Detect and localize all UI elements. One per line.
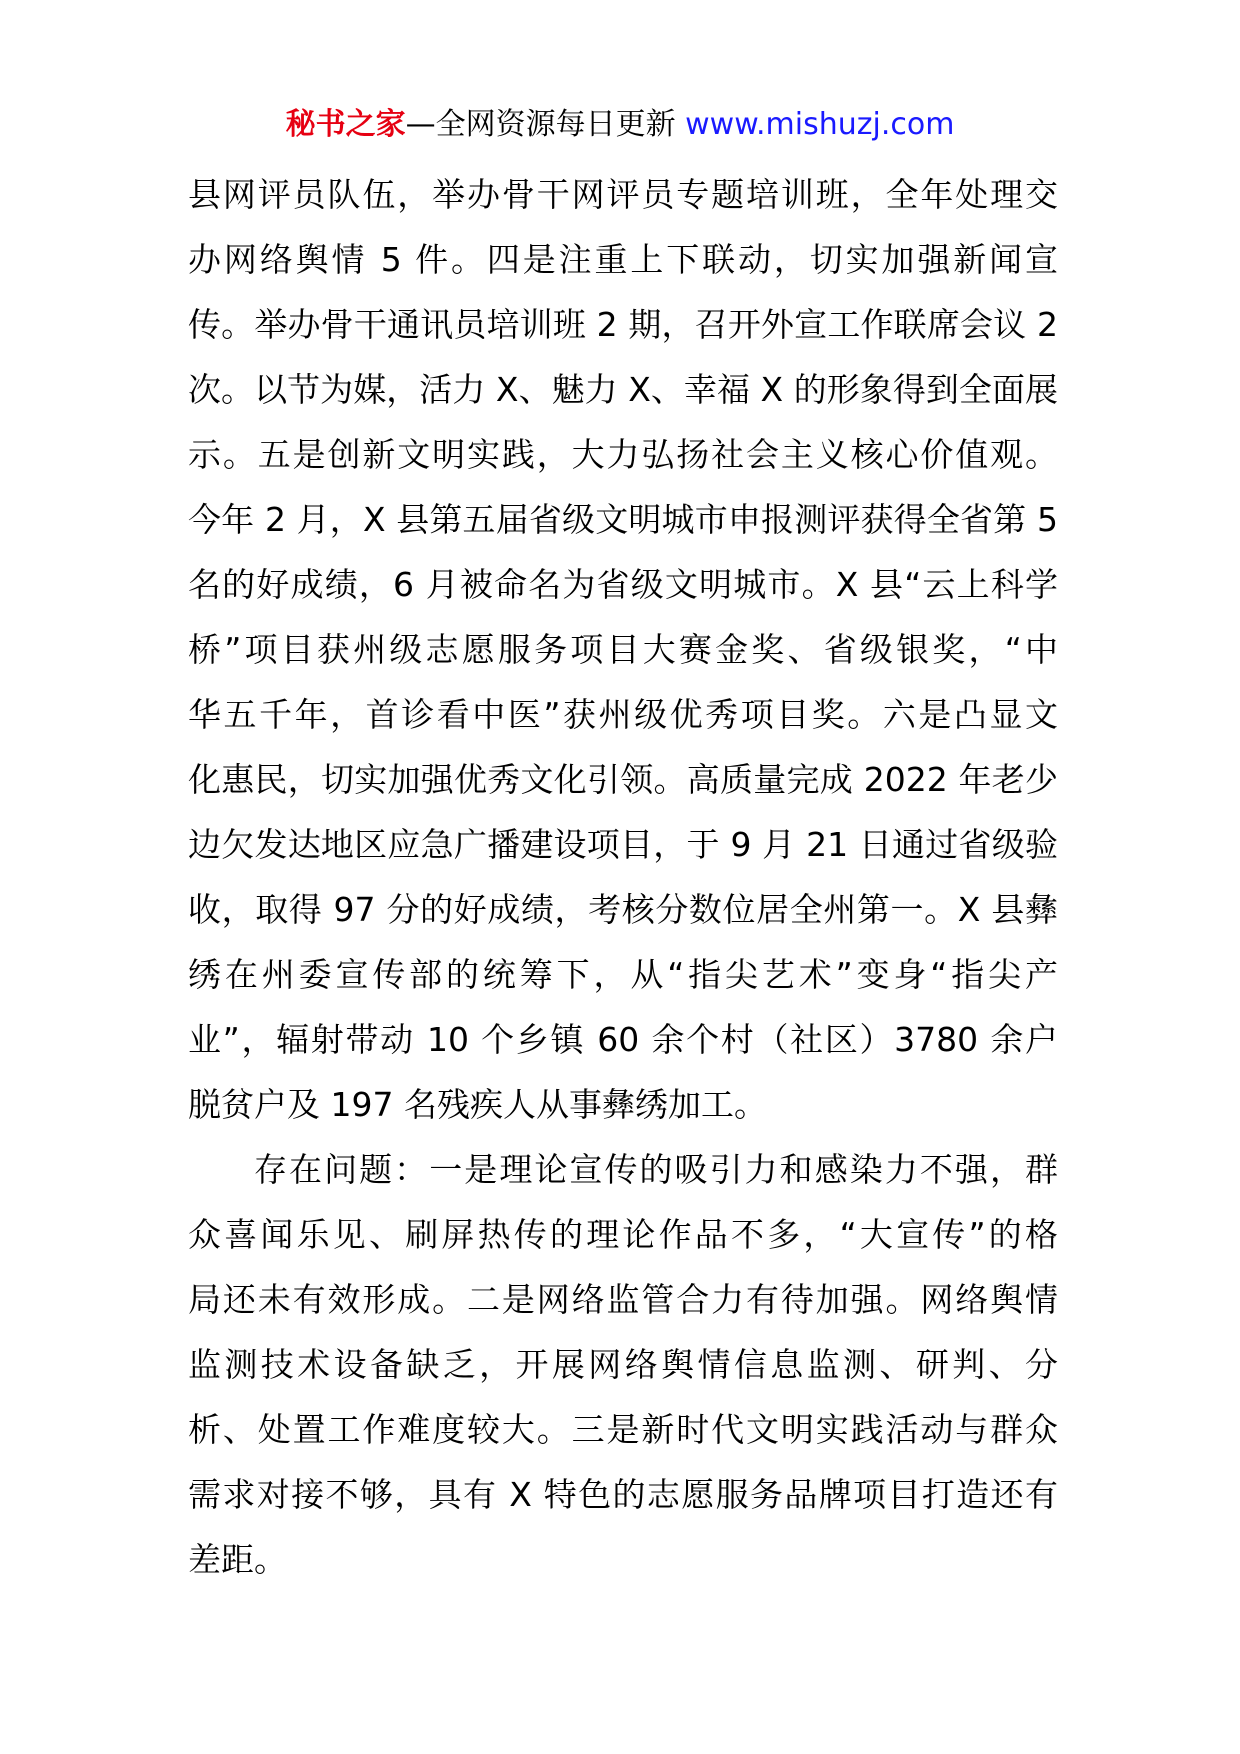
page-header xyxy=(0,100,1240,150)
text-line: 化惠民，切实加强优秀文化引领。高质量完成 2022 年老少 xyxy=(188,760,1058,799)
text-line: 析、处置工作难度较大。三是新时代文明实践活动与群众 xyxy=(188,1410,1058,1449)
text-line: 边欠发达地区应急广播建设项目，于 9 月 21 日通过省级验 xyxy=(188,825,1058,864)
text-line: 县网评员队伍，举办骨干网评员专题培训班，全年处理交 xyxy=(188,175,1058,214)
text-line: 名的好成绩，6 月被命名为省级文明城市。X 县“云上科学 xyxy=(188,565,1058,604)
text-line: 示。五是创新文明实践，大力弘扬社会主义核心价值观。 xyxy=(188,435,1058,474)
text-line: 传。举办骨干通讯员培训班 2 期，召开外宣工作联席会议 2 xyxy=(188,305,1058,344)
paragraph-problems xyxy=(188,1137,1058,1592)
header-tagline: —全网资源每日更新 xyxy=(405,107,676,142)
text-line: 众喜闻乐见、刷屏热传的理论作品不多，“大宣传”的格 xyxy=(188,1215,1058,1254)
paragraph-achievements xyxy=(188,162,1058,1137)
text-line: 桥”项目获州级志愿服务项目大赛金奖、省级银奖，“中 xyxy=(188,630,1058,669)
header-site-link[interactable]: www.mishuzj.com xyxy=(685,107,955,142)
text-line: 今年 2 月，X 县第五届省级文明城市申报测评获得全省第 5 xyxy=(188,500,1058,539)
text-line: 收，取得 97 分的好成绩，考核分数位居全州第一。X 县彝 xyxy=(188,890,1058,929)
text-line: 业”，辐射带动 10 个乡镇 60 余个村（社区）3780 余户 xyxy=(188,1020,1058,1059)
text-line: 次。以节为媒，活力 X、魅力 X、幸福 X 的形象得到全面展 xyxy=(188,370,1058,409)
text-line: 存在问题：一是理论宣传的吸引力和感染力不强，群 xyxy=(254,1150,1058,1189)
text-line: 华五千年，首诊看中医”获州级优秀项目奖。六是凸显文 xyxy=(188,695,1058,734)
text-line: 办网络舆情 5 件。四是注重上下联动，切实加强新闻宣 xyxy=(188,240,1058,279)
text-line: 需求对接不够，具有 X 特色的志愿服务品牌项目打造还有 xyxy=(188,1475,1058,1514)
text-line: 差距。 xyxy=(188,1540,287,1579)
document-body xyxy=(188,162,1058,1592)
text-line: 脱贫户及 197 名残疾人从事彝绣加工。 xyxy=(188,1085,767,1124)
text-line: 监测技术设备缺乏，开展网络舆情信息监测、研判、分 xyxy=(188,1345,1058,1384)
header-brand: 秘书之家 xyxy=(285,107,406,142)
text-line: 绣在州委宣传部的统筹下，从“指尖艺术”变身“指尖产 xyxy=(188,955,1058,994)
text-line: 局还未有效形成。二是网络监管合力有待加强。网络舆情 xyxy=(188,1280,1058,1319)
